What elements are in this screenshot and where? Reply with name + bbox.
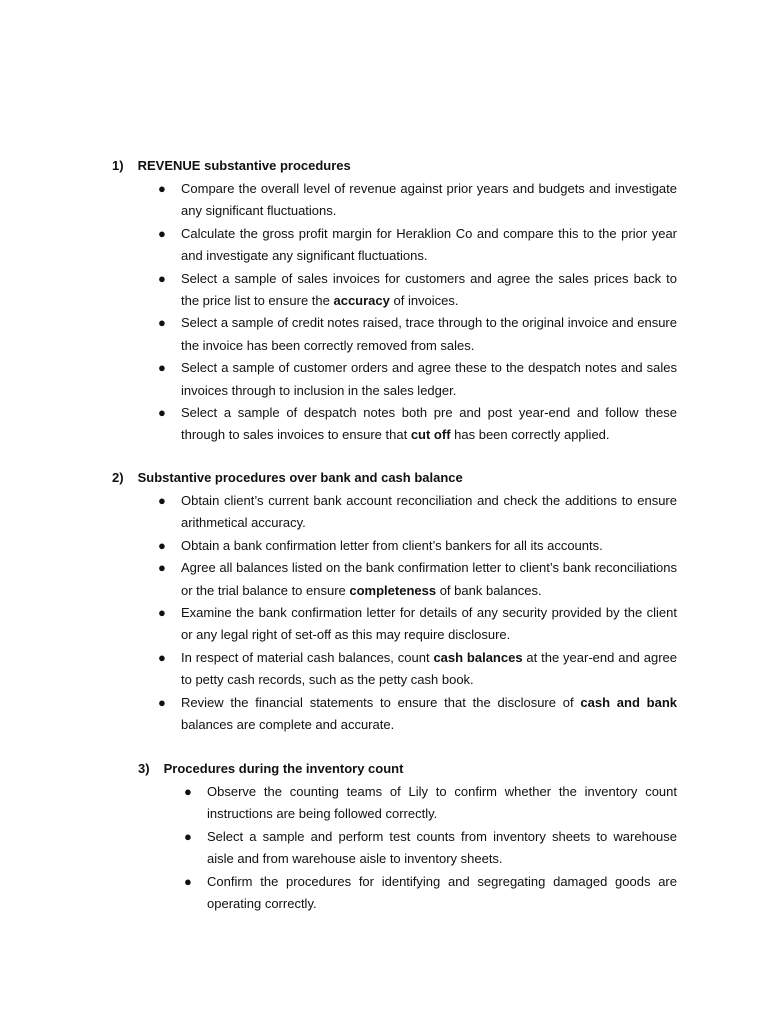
bullet-icon: ● — [158, 225, 166, 241]
section-number: 3) — [138, 761, 150, 776]
list-item — [158, 490, 677, 535]
section-number: 2) — [112, 470, 124, 485]
bullet-icon: ● — [158, 405, 166, 421]
item-bold: cash and bank — [580, 694, 677, 710]
item-text: Review the financial statements to ensure that the disclosure of — [181, 694, 581, 710]
bullet-list — [184, 781, 677, 915]
item-text-end: of invoices. — [389, 293, 459, 309]
section-number: 1) — [112, 158, 124, 173]
bullet-list — [158, 178, 677, 447]
list-item — [184, 781, 677, 826]
list-item — [158, 692, 677, 737]
bullet-icon: ● — [158, 694, 166, 710]
section-title: REVENUE substantive procedures — [137, 158, 351, 173]
item-text: Agree all balances listed on the bank confirmation letter to client’s bank reconciliations or the trial balance to ensure — [181, 560, 677, 598]
item-bold: cash balances — [433, 649, 523, 665]
list-item — [158, 223, 677, 268]
item-text: Examine the bank confirmation letter for details of any security provided by the client or any legal right of set-off as this may require disclosure. — [181, 605, 677, 643]
bullet-icon: ● — [158, 560, 166, 576]
item-text: Observe the counting teams of Lily to confirm whether the inventory count instructions are being followed correctly. — [207, 784, 677, 822]
bullet-icon: ● — [158, 270, 166, 286]
section-title: Procedures during the inventory count — [163, 761, 404, 776]
list-item — [158, 268, 677, 313]
item-text: Select a sample of sales invoices for customers and agree the sales prices back to the price list to ensure the — [181, 270, 677, 309]
list-item — [158, 402, 677, 447]
item-bold: cut off — [410, 427, 451, 443]
list-item — [158, 647, 677, 692]
item-text: Select a sample of despatch notes both pre and post year-end and follow these through to sales invoices to ensure that — [181, 405, 677, 443]
item-text: Calculate the gross profit margin for Heraklion Co and compare this to the prior year and investigate any significant fluctuations. — [181, 225, 677, 264]
item-bold: completeness — [349, 582, 437, 598]
list-item — [158, 602, 677, 647]
item-text: Confirm the procedures for identifying and segregating damaged goods are operating correctly. — [207, 873, 677, 912]
list-item — [158, 535, 677, 557]
item-text: Select a sample of customer orders and agree these to the despatch notes and sales invoices through to inclusion in the sales ledger. — [181, 360, 677, 398]
bullet-list — [158, 490, 677, 736]
item-text: Select a sample and perform test counts from inventory sheets to warehouse aisle and from warehouse aisle to inventory sheets. — [207, 828, 677, 867]
section-heading — [112, 470, 463, 485]
item-text-end: at the year-end and agree to petty cash records, such as the petty cash book. — [181, 649, 677, 688]
bullet-icon: ● — [158, 493, 166, 508]
item-bold: accuracy — [333, 293, 390, 309]
bullet-icon: ● — [158, 605, 166, 621]
bullet-icon: ● — [158, 315, 166, 331]
list-item — [158, 312, 677, 357]
list-item — [184, 871, 677, 916]
item-text: Obtain a bank confirmation letter from client’s bankers for all its accounts. — [181, 537, 603, 553]
list-item — [158, 357, 677, 402]
list-item — [184, 826, 677, 871]
item-text-end: of bank balances. — [436, 582, 542, 598]
bullet-icon: ● — [158, 360, 166, 376]
list-item — [158, 178, 677, 223]
bullet-icon: ● — [158, 537, 166, 553]
item-text: In respect of material cash balances, count — [181, 649, 434, 665]
section-heading — [138, 761, 403, 776]
bullet-icon: ● — [158, 649, 166, 665]
list-item — [158, 557, 677, 602]
item-text: Select a sample of credit notes raised, trace through to the original invoice and ensure the invoice has been correctly removed from sales. — [181, 315, 677, 353]
section-title: Substantive procedures over bank and cash balance — [137, 470, 463, 485]
bullet-icon: ● — [184, 828, 192, 844]
item-text-end: balances are complete and accurate. — [181, 717, 395, 733]
item-text: Compare the overall level of revenue against prior years and budgets and investigate any significant fluctuations. — [181, 181, 677, 219]
item-text-end: has been correctly applied. — [450, 427, 610, 443]
bullet-icon: ● — [158, 181, 166, 196]
section-heading — [112, 158, 351, 173]
bullet-icon: ● — [184, 873, 192, 889]
bullet-icon: ● — [184, 784, 192, 799]
item-text: Obtain client’s current bank account reconciliation and check the additions to ensure arithmetical accuracy. — [181, 493, 677, 531]
